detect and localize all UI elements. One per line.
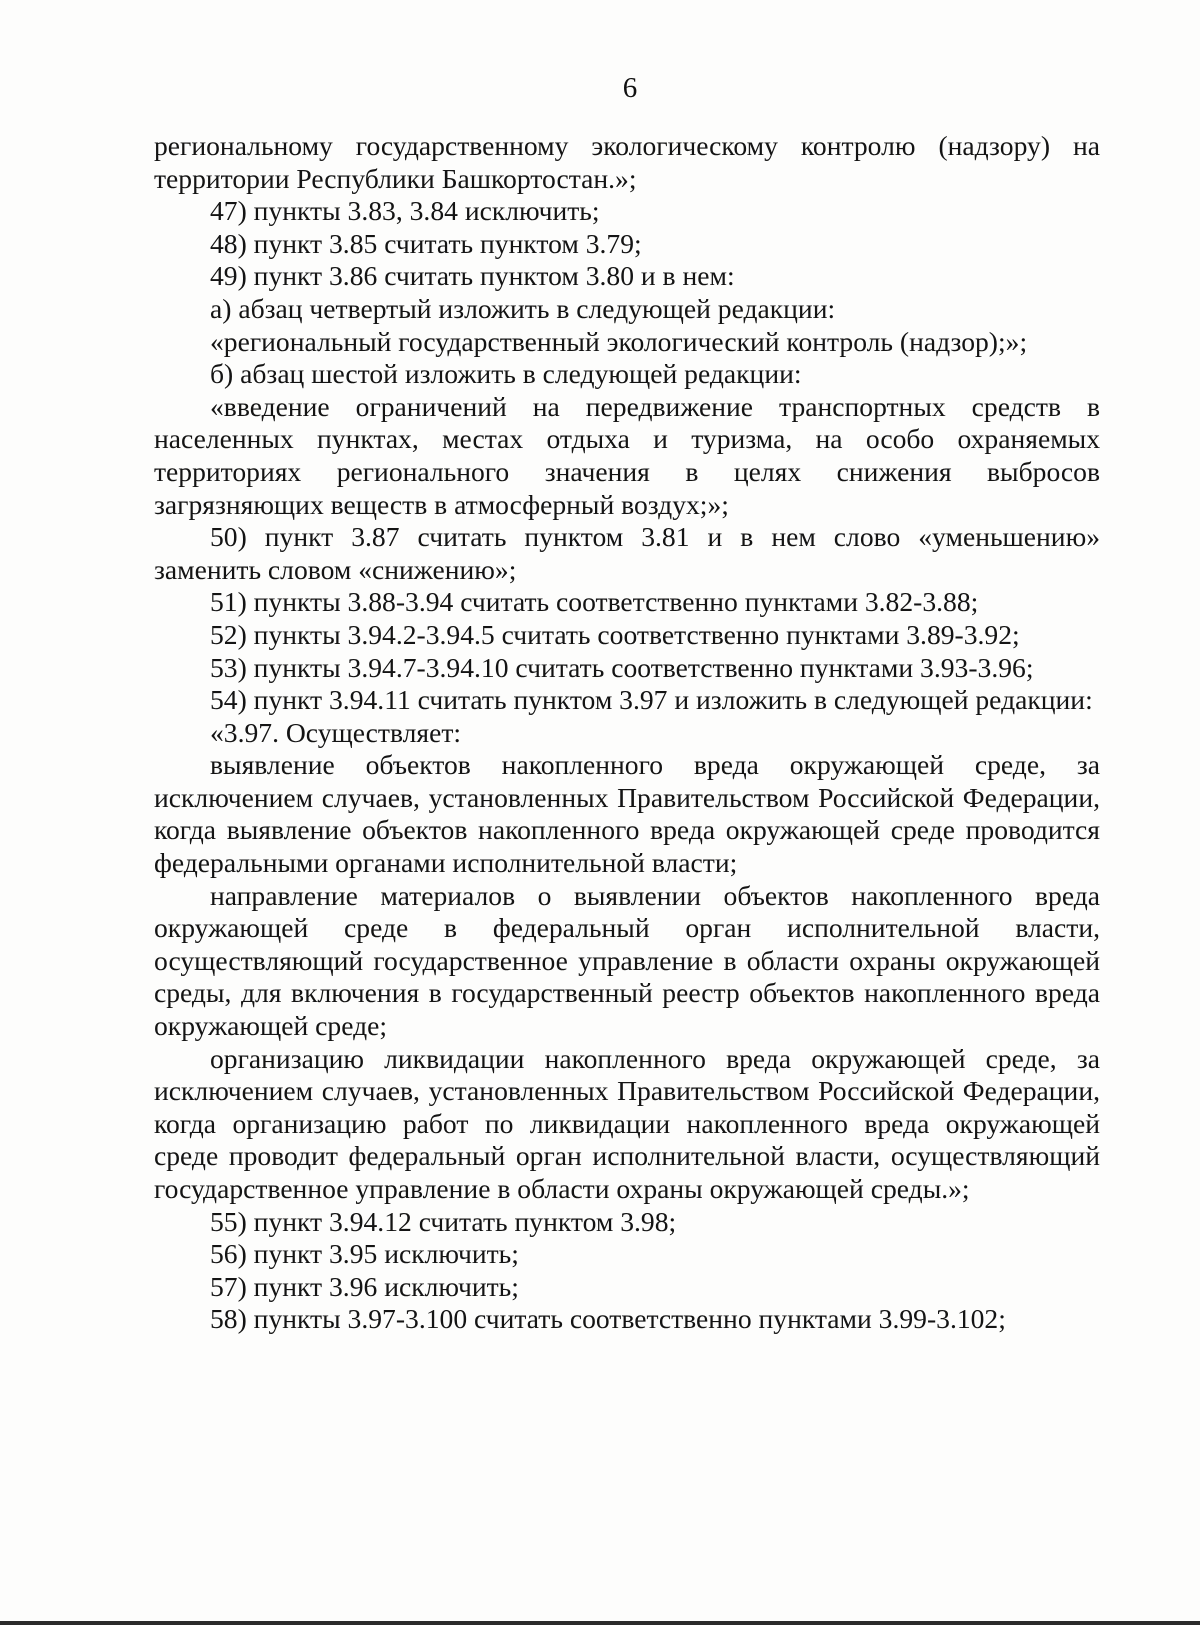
paragraph-continuation: региональному государственному экологическому контролю (надзору) на территории Республики Башкортостан.»; <box>154 130 1100 194</box>
paragraph-quote-49a: «региональный государственный экологический контроль (надзор);»; <box>210 325 1028 357</box>
paragraph-item-50: 50) пункт 3.87 считать пунктом 3.81 и в нем слово «уменьшению» заменить словом «снижению»; <box>154 521 1100 585</box>
paragraph-item-53: 53) пункты 3.94.7-3.94.10 считать соответственно пунктами 3.93-3.96; <box>210 651 1034 683</box>
paragraph-item-55: 55) пункт 3.94.12 считать пунктом 3.98; <box>210 1205 677 1237</box>
paragraph-item-51: 51) пункты 3.88-3.94 считать соответственно пунктами 3.82-3.88; <box>210 586 979 618</box>
paragraph-item-47: 47) пункты 3.83, 3.84 исключить; <box>210 195 600 227</box>
paragraph-item-56: 56) пункт 3.95 исключить; <box>210 1238 519 1270</box>
paragraph-quote-liquidation: организацию ликвидации накопленного вреда окружающей среде, за исключением случаев, установленных Правительством Российской Федерации, когда организацию работ по ликвидации накопленного вреда окружающей среде проводит федеральный орган исполнительной власти, осуществляющий государственное управление в области охраны окружающей среды.»; <box>154 1042 1100 1204</box>
paragraph-quote-3-97: «3.97. Осуществляет: <box>210 716 462 748</box>
page-number: 6 <box>622 72 638 104</box>
paragraph-item-49: 49) пункт 3.86 считать пунктом 3.80 и в нем: <box>210 260 735 292</box>
paragraph-item-52: 52) пункты 3.94.2-3.94.5 считать соответственно пунктами 3.89-3.92; <box>210 618 1020 650</box>
paragraph-item-48: 48) пункт 3.85 считать пунктом 3.79; <box>210 227 642 259</box>
paragraph-item-49a: а) абзац четвертый изложить в следующей редакции: <box>210 292 836 324</box>
page-bottom-edge <box>0 1621 1200 1625</box>
document-body <box>154 130 1100 1336</box>
paragraph-item-57: 57) пункт 3.96 исключить; <box>210 1270 519 1302</box>
paragraph-item-54: 54) пункт 3.94.11 считать пунктом 3.97 и изложить в следующей редакции: <box>210 684 1093 716</box>
paragraph-quote-materials: направление материалов о выявлении объектов накопленного вреда окружающей среде в федеральный орган исполнительной власти, осуществляющий государственное управление в области охраны окружающей среды, для включения в государственный реестр объектов накопленного вреда окружающей среде; <box>154 879 1100 1042</box>
paragraph-quote-49b: «введение ограничений на передвижение транспортных средств в населенных пунктах, местах отдыха и туризма, на особо охраняемых территориях регионального значения в целях снижения выбросов загрязняющих веществ в атмосферный воздух;»; <box>154 390 1100 520</box>
paragraph-item-49b: б) абзац шестой изложить в следующей редакции: <box>210 358 802 390</box>
paragraph-item-58: 58) пункты 3.97-3.100 считать соответственно пунктами 3.99-3.102; <box>210 1303 1006 1335</box>
paragraph-quote-identification: выявление объектов накопленного вреда окружающей среде, за исключением случаев, установленных Правительством Российской Федерации, когда выявление объектов накопленного вреда окружающей среде проводится федеральными органами исполнительной власти; <box>154 749 1100 879</box>
